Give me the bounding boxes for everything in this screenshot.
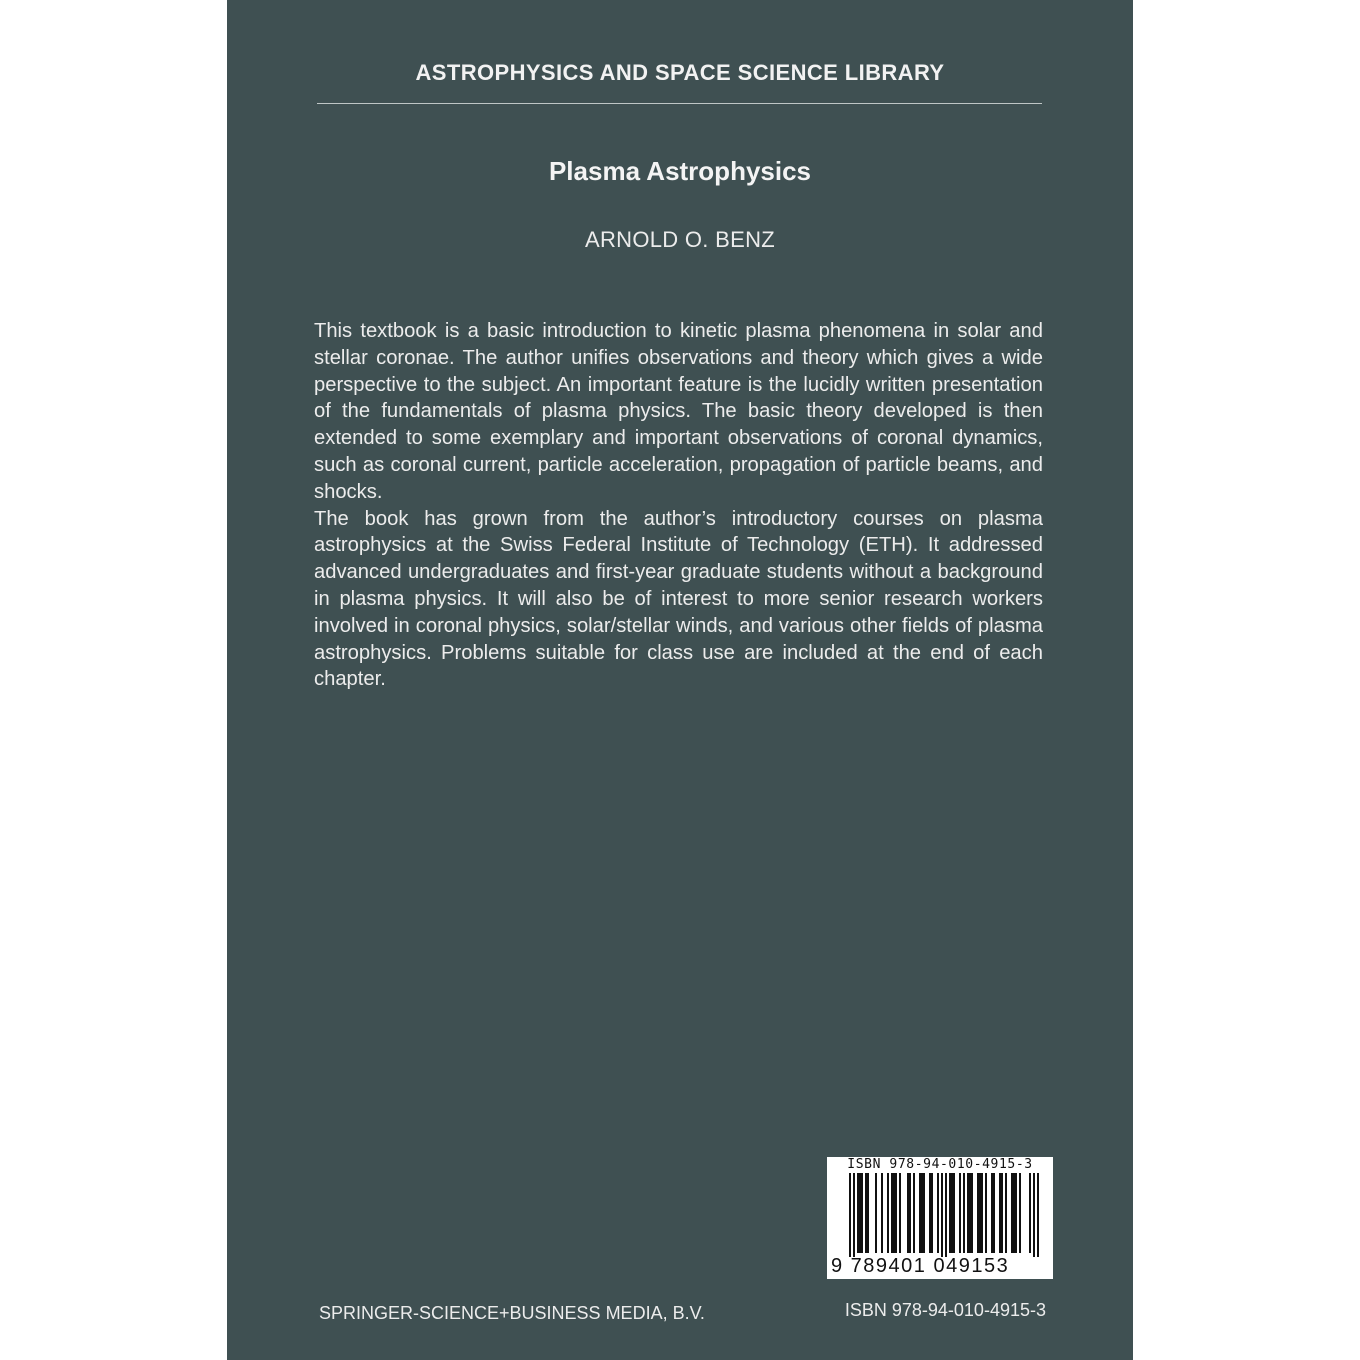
barcode-bar (977, 1173, 979, 1253)
barcode-bar (907, 1173, 909, 1253)
barcode-digits: 9 789401 049153 (831, 1255, 1010, 1277)
barcode-bar (875, 1173, 877, 1253)
barcode-bar (967, 1173, 969, 1253)
barcode-bar (895, 1173, 897, 1253)
barcode-bar (1029, 1173, 1031, 1253)
barcode-bar (923, 1173, 925, 1253)
barcode-bar (963, 1173, 965, 1253)
barcode-bar (1013, 1173, 1015, 1253)
barcode-bar (919, 1173, 921, 1253)
barcode-bar (891, 1173, 893, 1253)
divider-rule (317, 103, 1042, 104)
barcode-bar (959, 1173, 961, 1253)
barcode-bar (859, 1173, 861, 1253)
barcode-bar (881, 1173, 883, 1253)
barcode-bar (991, 1173, 993, 1253)
barcode-bar (849, 1173, 851, 1257)
publisher-name: SPRINGER-SCIENCE+BUSINESS MEDIA, B.V. (319, 1303, 705, 1323)
series-title: ASTROPHYSICS AND SPACE SCIENCE LIBRARY (415, 60, 945, 85)
barcode-bar (981, 1173, 983, 1253)
barcode-isbn-header: ISBN 978-94-010-4915-3 (847, 1157, 1033, 1172)
barcode-bar (921, 1173, 923, 1253)
book-title: Plasma Astrophysics (548, 156, 812, 186)
barcode-bar (985, 1173, 987, 1253)
barcode-bars (827, 1171, 1053, 1257)
barcode-bar (1019, 1173, 1021, 1253)
barcode-bar (979, 1173, 981, 1253)
barcode-bar (953, 1173, 955, 1253)
barcode-bar (1005, 1173, 1007, 1253)
barcode-bar (929, 1173, 931, 1253)
barcode-bar (937, 1173, 939, 1253)
barcode-bar (865, 1173, 867, 1253)
barcode-bar (941, 1173, 943, 1257)
barcode-bar (893, 1173, 895, 1253)
barcode (827, 1157, 1053, 1279)
barcode-bar (899, 1173, 901, 1253)
barcode-bar (931, 1173, 933, 1253)
barcode-bar (1001, 1173, 1003, 1253)
back-cover (227, 0, 1133, 1360)
barcode-bar (887, 1173, 889, 1253)
barcode-bar (853, 1173, 855, 1257)
description-paragraph-2: The book has grown from the author’s introductory courses on plasma astrophysics at the Swiss Federal Institute of Technology (ETH). It addressed advanced undergraduates and first-year graduate students without a background in plasma physics. It will also be of interest to more senior research workers involved in coronal physics, solar/stellar winds, and various other fields of plasma astrophysics. Problems suitable for class use are included at the end of each chapter. (314, 507, 1043, 691)
barcode-bar (913, 1173, 915, 1253)
book-description (314, 318, 1043, 693)
barcode-bar (993, 1173, 995, 1253)
barcode-bar (867, 1173, 869, 1253)
author-name: ARNOLD O. BENZ (584, 227, 775, 252)
barcode-bar (857, 1173, 859, 1253)
barcode-bar (951, 1173, 953, 1253)
description-paragraph-1: This textbook is a basic introduction to kinetic plasma phenomena in solar and stellar coronae. The author unifies observations and theory which gives a wide perspective to the subject. An important feature is the lucidly written presentation of the fundamentals of plasma physics. The basic theory developed is then extended to some exemplary and important observations of coronal dynamics, such as coronal current, particle acceleration, propagation of particle beams, and shocks. (314, 320, 1043, 503)
barcode-bar (1015, 1173, 1017, 1253)
barcode-bar (971, 1173, 973, 1253)
barcode-bar (949, 1173, 951, 1253)
barcode-bar (999, 1173, 1001, 1253)
barcode-bar (1011, 1173, 1013, 1253)
barcode-bar (1033, 1173, 1035, 1257)
barcode-bar (945, 1173, 947, 1257)
barcode-bar (861, 1173, 863, 1253)
isbn-number: ISBN 978-94-010-4915-3 (844, 1300, 1046, 1320)
barcode-bar (909, 1173, 911, 1253)
barcode-bar (1037, 1173, 1039, 1257)
barcode-bar (969, 1173, 971, 1253)
